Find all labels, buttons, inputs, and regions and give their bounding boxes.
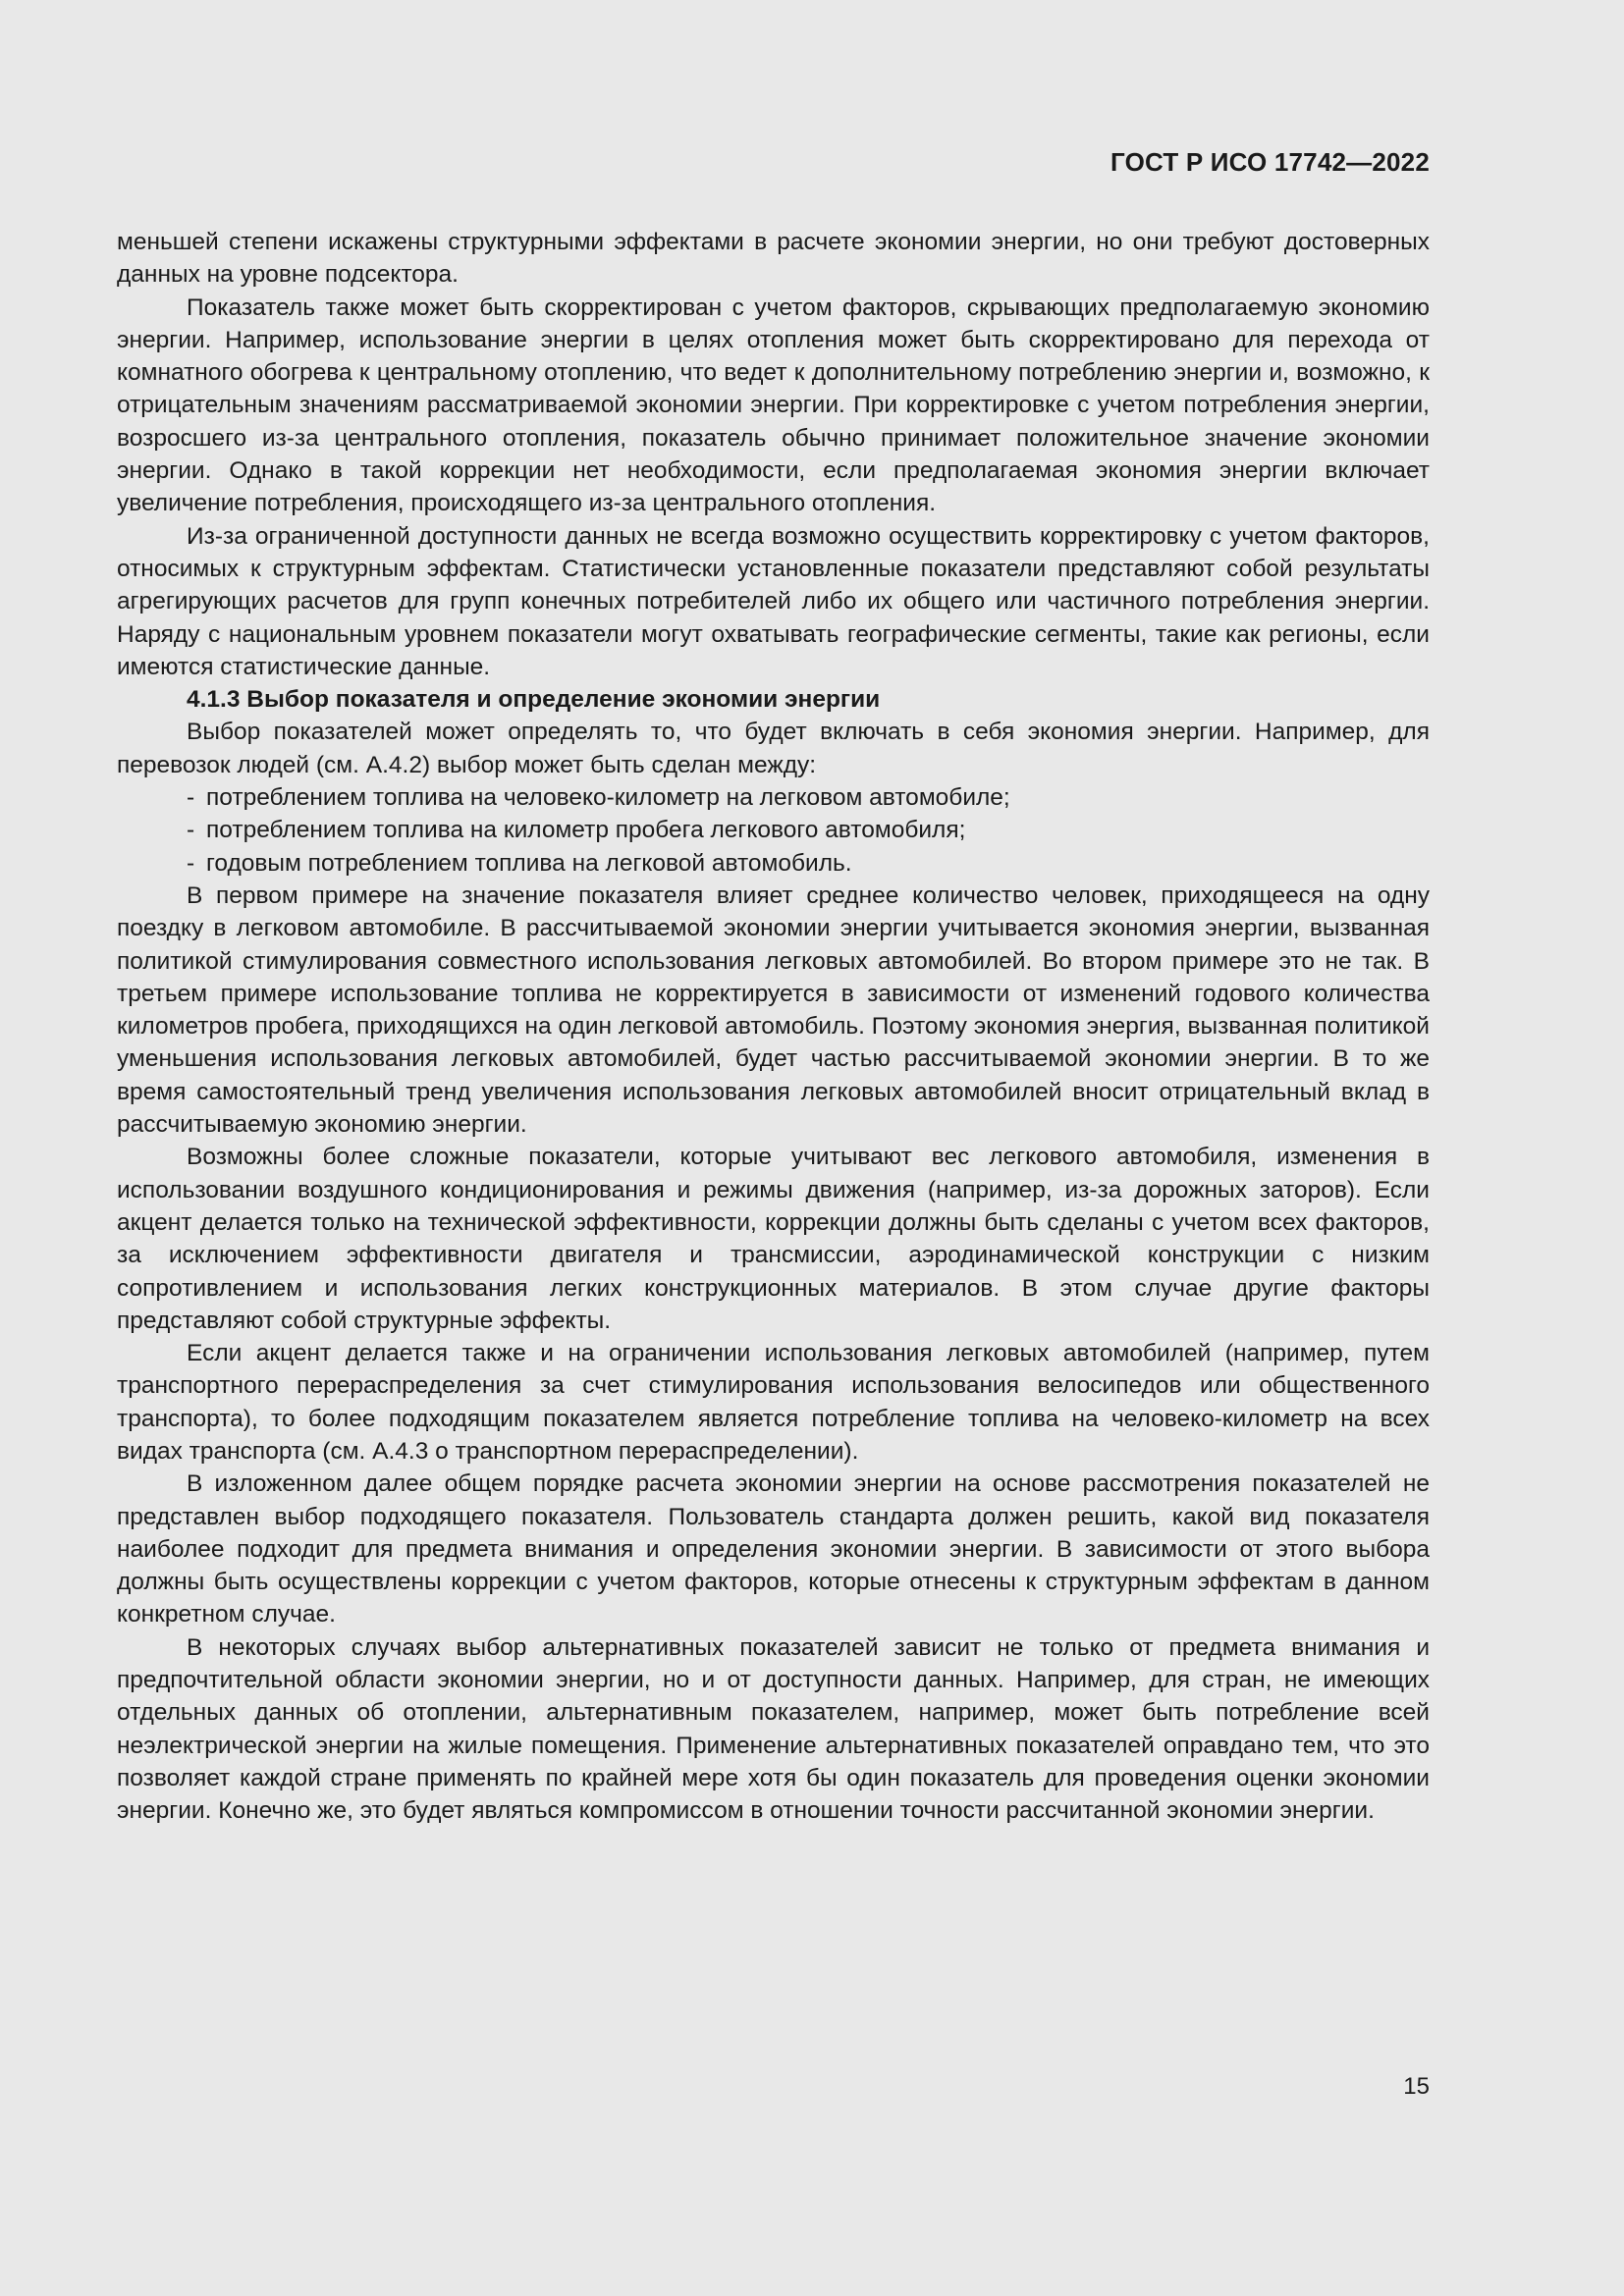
- paragraph-5: В первом примере на значение показателя влияет среднее количество человек, приходящееся на одну поездку в легковом автомобиле. В рассчитываемой экономии энергии учитывается экономия энергии, вызванная политикой стимулирования совместного использования легковых автомобилей. Во втором примере это не так. В третьем примере использование топлива не корректируется в зависимости от изменений годового количества километров пробега, приходящихся на один легковой автомобиль. Поэтому экономия энергия, вызванная политикой уменьшения использования легковых автомобилей, будет частью рассчитываемой экономии энергии. В то же время самостоятельный тренд увеличения использования легковых автомобилей вносит отрицательный вклад в рассчитываемую экономию энергии.: [117, 881, 1430, 1139]
- list-dash: -: [187, 817, 195, 844]
- page-number: 15: [1403, 2073, 1430, 2100]
- section-heading: 4.1.3 Выбор показателя и определение экономии энергии: [187, 686, 881, 714]
- indicator-list: [117, 781, 1430, 880]
- document-header: ГОСТ Р ИСО 17742—2022: [1110, 147, 1430, 177]
- paragraph-2: Показатель также может быть скорректирован с учетом факторов, скрывающих предполагаемую экономию энергии. Например, использование энергии в целях отопления может быть скорректировано для перехода от комнатного обогрева к центральному отоплению, что ведет к дополнительному потреблению энергии и, возможно, к отрицательным значениям рассматриваемой экономии энергии. При корректировке с учетом потребления энергии, возросшего из-за центрального отопления, показатель обычно принимает положительное значение экономии энергии. Однако в такой коррекции нет необходимости, если предполагаемая экономия энергии включает увеличение потребления, происходящего из-за центрального отопления.: [117, 294, 1430, 517]
- paragraph-8: В изложенном далее общем порядке расчета экономии энергии на основе рассмотрения показателей не представлен выбор подходящего показателя. Пользователь стандарта должен решить, какой вид показателя наиболее подходит для предмета внимания и определения экономии энергии. В зависимости от этого выбора должны быть осуществлены коррекции с учетом факторов, которые отнесены к структурным эффектам в данном конкретном случае.: [117, 1470, 1430, 1629]
- list-item: [187, 847, 1430, 880]
- paragraph-6: Возможны более сложные показатели, которые учитывают вес легкового автомобиля, изменения в использовании воздушного кондиционирования и режимы движения (например, из-за дорожных заторов). Если акцент делается только на технической эффективности, коррекции должны быть сделаны с учетом всех факторов, за исключением эффективности двигателя и трансмиссии, аэродинамической конструкции с низким сопротивлением и использования легких конструкционных материалов. В этом случае другие факторы представляют собой структурные эффекты.: [117, 1144, 1430, 1334]
- paragraph-4: Выбор показателей может определять то, что будет включать в себя экономия энергии. Например, для перевозок людей (см. А.4.2) выбор может быть сделан между:: [117, 719, 1430, 778]
- paragraph-1: меньшей степени искажены структурными эффектами в расчете экономии энергии, но они требуют достоверных данных на уровне подсектора.: [117, 229, 1430, 289]
- document-body: [117, 226, 1430, 1828]
- list-dash: -: [187, 849, 195, 877]
- paragraph-3: Из-за ограниченной доступности данных не всегда возможно осуществить корректировку с учетом факторов, относимых к структурным эффектам. Статистически установленные показатели представляют собой результаты агрегирующих расчетов для групп конечных потребителей либо их общего или частичного потребления энергии. Наряду с национальным уровнем показатели могут охватывать географические сегменты, такие как регионы, если имеются статистические данные.: [117, 522, 1430, 680]
- list-item-text: потреблением топлива на километр пробега легкового автомобиля;: [206, 817, 966, 844]
- paragraph-9: В некоторых случаях выбор альтернативных показателей зависит не только от предмета внимания и предпочтительной области экономии энергии, но и от доступности данных. Например, для стран, не имеющих отдельных данных об отоплении, альтернативным показателем, например, может быть потребление всей неэлектрической энергии на жилые помещения. Применение альтернативных показателей оправдано тем, что это позволяет каждой стране применять по крайней мере хотя бы один показатель для проведения оценки экономии энергии. Конечно же, это будет являться компромиссом в отношении точности рассчитанной экономии энергии.: [117, 1633, 1430, 1825]
- list-dash: -: [187, 784, 195, 812]
- list-item-text: годовым потреблением топлива на легковой автомобиль.: [206, 849, 852, 877]
- list-item: [187, 781, 1430, 814]
- list-item-text: потреблением топлива на человеко-километр на легковом автомобиле;: [206, 784, 1010, 812]
- list-item: [187, 814, 1430, 846]
- paragraph-7: Если акцент делается также и на ограничении использования легковых автомобилей (например, путем транспортного перераспределения за счет стимулирования использования велосипедов или общественного транспорта), то более подходящим показателем является потребление топлива на человеко-километр на всех видах транспорта (см. А.4.3 о транспортном перераспределении).: [117, 1340, 1430, 1465]
